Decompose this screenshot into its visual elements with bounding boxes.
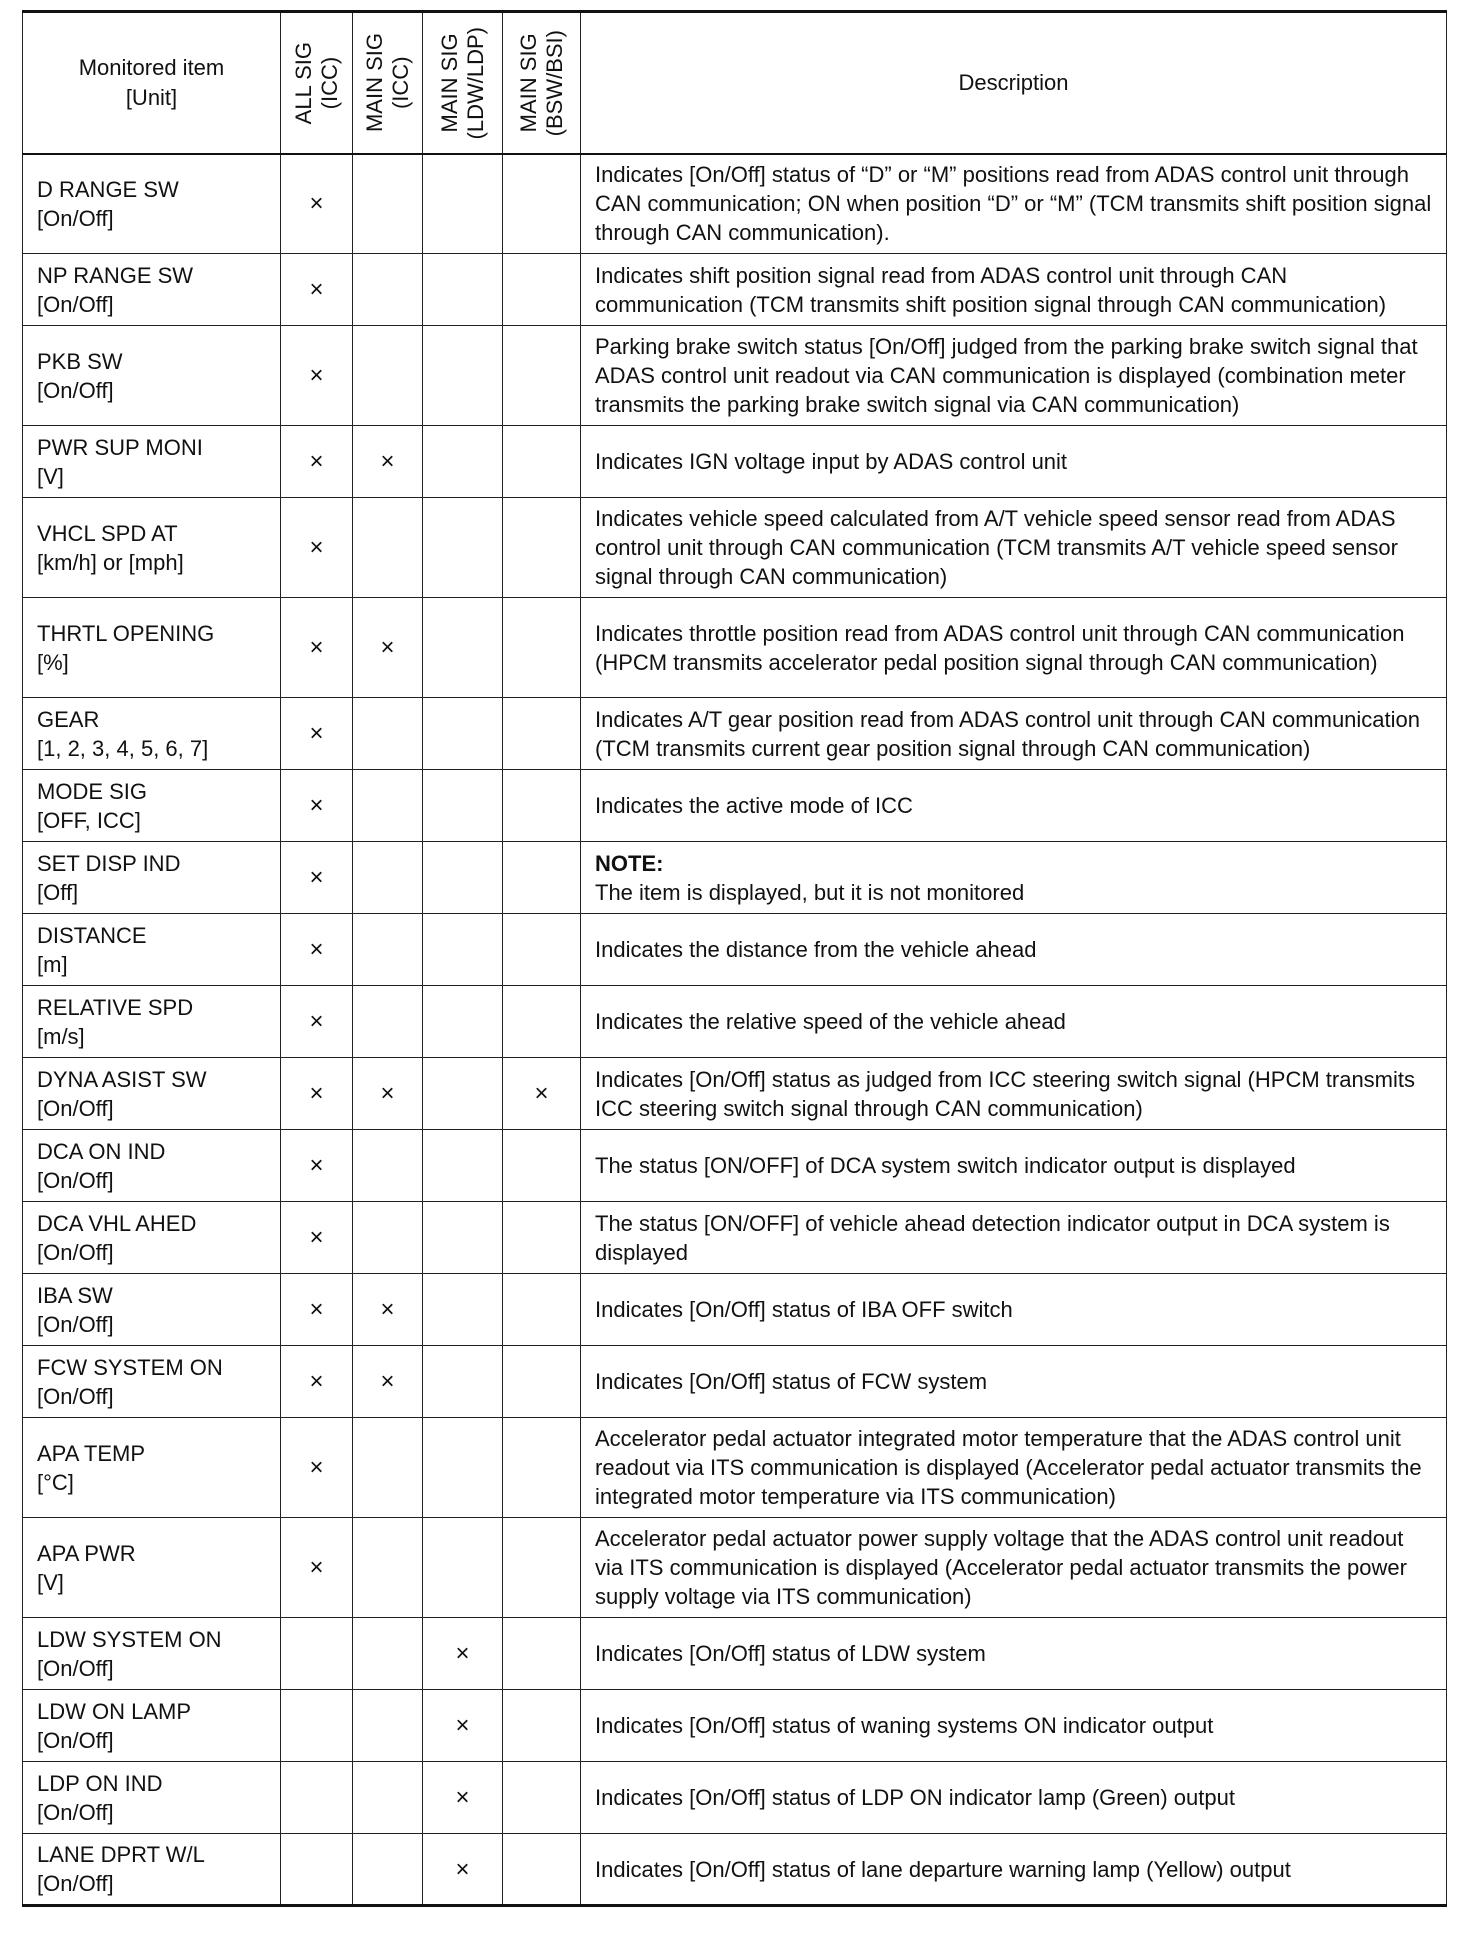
monitored-item-cell xyxy=(23,1274,281,1346)
description-cell: Indicates [On/Off] status of waning systems ON indicator output xyxy=(581,1690,1447,1762)
header-col-line1: ALL SIG xyxy=(290,41,316,124)
table-row xyxy=(23,1058,1447,1130)
item-unit: [On/Off] xyxy=(37,205,114,231)
item-unit: [On/Off] xyxy=(37,1871,114,1896)
table-row xyxy=(23,1418,1447,1518)
table-row xyxy=(23,1518,1447,1618)
mark-main-sig-ldw-ldp xyxy=(423,1130,503,1202)
table-row xyxy=(23,1762,1447,1834)
item-unit: [m] xyxy=(37,951,68,977)
table-row xyxy=(23,914,1447,986)
item-unit: [Off] xyxy=(37,879,79,905)
description-cell: Indicates [On/Off] status of “D” or “M” positions read from ADAS control unit through CAN communication; ON when position “D” or “M” (TCM transmits shift position signal through CAN communication). xyxy=(581,154,1447,254)
mark-all-sig-icc: × xyxy=(281,1518,353,1618)
mark-main-sig-bsw-bsi xyxy=(503,986,581,1058)
item-name: GEAR xyxy=(37,706,100,732)
table-row xyxy=(23,698,1447,770)
mark-main-sig-bsw-bsi xyxy=(503,1274,581,1346)
mark-main-sig-icc xyxy=(353,154,423,254)
mark-main-sig-bsw-bsi xyxy=(503,1418,581,1518)
description-cell: Indicates A/T gear position read from ADAS control unit through CAN communication (TCM transmits current gear position signal through CAN communication) xyxy=(581,698,1447,770)
monitored-item-cell xyxy=(23,842,281,914)
mark-main-sig-icc xyxy=(353,1618,423,1690)
monitored-item-cell xyxy=(23,914,281,986)
item-unit: [On/Off] xyxy=(37,1167,114,1193)
mark-all-sig-icc: × xyxy=(281,1274,353,1346)
mark-all-sig-icc: × xyxy=(281,986,353,1058)
mark-main-sig-icc xyxy=(353,914,423,986)
mark-main-sig-bsw-bsi xyxy=(503,254,581,326)
header-unit-label: [Unit] xyxy=(125,84,178,110)
mark-main-sig-bsw-bsi xyxy=(503,426,581,498)
description-cell: The status [ON/OFF] of DCA system switch indicator output is displayed xyxy=(581,1130,1447,1202)
mark-main-sig-bsw-bsi xyxy=(503,842,581,914)
monitored-item-cell xyxy=(23,698,281,770)
monitored-item-cell xyxy=(23,1202,281,1274)
table-row xyxy=(23,1130,1447,1202)
mark-main-sig-icc xyxy=(353,1690,423,1762)
mark-main-sig-icc xyxy=(353,1518,423,1618)
mark-all-sig-icc: × xyxy=(281,1058,353,1130)
mark-main-sig-icc xyxy=(353,1130,423,1202)
header-col-line1: MAIN SIG xyxy=(515,33,541,133)
table-row xyxy=(23,598,1447,698)
monitored-item-cell xyxy=(23,254,281,326)
header-col-line2: (ICC) xyxy=(387,56,413,110)
item-unit: [On/Off] xyxy=(37,1727,114,1753)
item-unit: [V] xyxy=(37,463,64,489)
mark-main-sig-bsw-bsi xyxy=(503,326,581,426)
mark-main-sig-bsw-bsi xyxy=(503,1202,581,1274)
mark-main-sig-bsw-bsi xyxy=(503,1762,581,1834)
description-cell: Indicates the distance from the vehicle ahead xyxy=(581,914,1447,986)
item-unit: [1, 2, 3, 4, 5, 6, 7] xyxy=(37,735,209,761)
description-cell: Indicates [On/Off] status of IBA OFF switch xyxy=(581,1274,1447,1346)
table-row xyxy=(23,842,1447,914)
monitored-item-cell xyxy=(23,1418,281,1518)
mark-all-sig-icc xyxy=(281,1618,353,1690)
mark-all-sig-icc: × xyxy=(281,598,353,698)
mark-all-sig-icc: × xyxy=(281,154,353,254)
item-unit: [°C] xyxy=(37,1469,74,1495)
item-name: APA TEMP xyxy=(37,1440,146,1466)
mark-main-sig-icc: × xyxy=(353,1346,423,1418)
header-main-sig-bsw-bsi xyxy=(503,12,581,154)
description-cell: Indicates throttle position read from ADAS control unit through CAN communication (HPCM transmits accelerator pedal position signal through CAN communication) xyxy=(581,598,1447,698)
mark-main-sig-bsw-bsi xyxy=(503,1618,581,1690)
description-cell: Accelerator pedal actuator integrated motor temperature that the ADAS control unit readout via ITS communication is displayed (Accelerator pedal actuator transmits the integrated motor temperature via ITS communication) xyxy=(581,1418,1447,1518)
table-row xyxy=(23,1202,1447,1274)
mark-main-sig-bsw-bsi xyxy=(503,498,581,598)
header-item-label: Monitored item xyxy=(78,54,225,80)
mark-main-sig-ldw-ldp: × xyxy=(423,1690,503,1762)
mark-main-sig-bsw-bsi xyxy=(503,1690,581,1762)
mark-main-sig-ldw-ldp xyxy=(423,326,503,426)
monitored-item-cell xyxy=(23,426,281,498)
mark-all-sig-icc xyxy=(281,1690,353,1762)
item-unit: [On/Off] xyxy=(37,1311,114,1337)
mark-all-sig-icc: × xyxy=(281,254,353,326)
mark-main-sig-ldw-ldp xyxy=(423,254,503,326)
description-cell: The status [ON/OFF] of vehicle ahead detection indicator output in DCA system is displayed xyxy=(581,1202,1447,1274)
mark-main-sig-bsw-bsi xyxy=(503,770,581,842)
table-row xyxy=(23,1274,1447,1346)
description-cell xyxy=(581,842,1447,914)
monitored-item-cell xyxy=(23,1618,281,1690)
mark-all-sig-icc: × xyxy=(281,698,353,770)
item-name: NP RANGE SW xyxy=(37,262,194,288)
mark-main-sig-ldw-ldp xyxy=(423,986,503,1058)
table-row xyxy=(23,1834,1447,1906)
item-unit: [m/s] xyxy=(37,1023,85,1049)
mark-main-sig-ldw-ldp xyxy=(423,914,503,986)
mark-main-sig-ldw-ldp xyxy=(423,1518,503,1618)
mark-main-sig-bsw-bsi xyxy=(503,914,581,986)
mark-main-sig-icc xyxy=(353,254,423,326)
header-all-sig-icc xyxy=(281,12,353,154)
item-unit: [OFF, ICC] xyxy=(37,807,141,833)
item-name: D RANGE SW xyxy=(37,176,179,202)
mark-main-sig-bsw-bsi: × xyxy=(503,1058,581,1130)
monitored-item-cell xyxy=(23,1518,281,1618)
mark-main-sig-bsw-bsi xyxy=(503,1346,581,1418)
mark-main-sig-icc xyxy=(353,1762,423,1834)
item-name: DCA VHL AHED xyxy=(37,1210,197,1236)
mark-all-sig-icc: × xyxy=(281,914,353,986)
item-unit: [On/Off] xyxy=(37,1655,114,1681)
mark-main-sig-icc: × xyxy=(353,1058,423,1130)
item-name: MODE SIG xyxy=(37,778,148,804)
mark-main-sig-bsw-bsi xyxy=(503,154,581,254)
description-cell: Indicates shift position signal read from ADAS control unit through CAN communication (TCM transmits shift position signal through CAN communication) xyxy=(581,254,1447,326)
table-row xyxy=(23,1690,1447,1762)
mark-main-sig-ldw-ldp: × xyxy=(423,1618,503,1690)
table-row xyxy=(23,770,1447,842)
header-row xyxy=(23,12,1447,154)
mark-main-sig-bsw-bsi xyxy=(503,1834,581,1906)
mark-main-sig-icc xyxy=(353,498,423,598)
monitored-item-cell xyxy=(23,1058,281,1130)
mark-all-sig-icc: × xyxy=(281,326,353,426)
note-label: NOTE: xyxy=(595,850,664,876)
item-unit: [%] xyxy=(37,649,69,675)
table-row xyxy=(23,426,1447,498)
header-col-line1: MAIN SIG xyxy=(436,33,462,133)
header-main-sig-icc xyxy=(353,12,423,154)
mark-main-sig-icc xyxy=(353,770,423,842)
table-row xyxy=(23,1346,1447,1418)
mark-main-sig-ldw-ldp xyxy=(423,598,503,698)
item-unit: [On/Off] xyxy=(37,1239,114,1265)
description-cell: Indicates [On/Off] status as judged from ICC steering switch signal (HPCM transmits ICC steering switch signal through CAN communication) xyxy=(581,1058,1447,1130)
monitored-item-cell xyxy=(23,498,281,598)
description-cell: Indicates [On/Off] status of lane departure warning lamp (Yellow) output xyxy=(581,1834,1447,1906)
table-row xyxy=(23,498,1447,598)
monitored-item-cell xyxy=(23,1690,281,1762)
mark-all-sig-icc: × xyxy=(281,1202,353,1274)
description-cell: Parking brake switch status [On/Off] judged from the parking brake switch signal that ADAS control unit readout via CAN communication is displayed (combination meter transmits the parking brake switch signal via CAN communication) xyxy=(581,326,1447,426)
description-cell: Accelerator pedal actuator power supply voltage that the ADAS control unit readout via ITS communication is displayed (Accelerator pedal actuator transmits the power supply voltage via ITS communication) xyxy=(581,1518,1447,1618)
item-name: RELATIVE SPD xyxy=(37,994,194,1020)
monitored-item-cell xyxy=(23,1834,281,1906)
item-name: DYNA ASIST SW xyxy=(37,1066,207,1092)
mark-main-sig-ldw-ldp xyxy=(423,1346,503,1418)
mark-main-sig-ldw-ldp xyxy=(423,842,503,914)
header-col-line2: (LDW/LDP) xyxy=(462,26,488,139)
mark-main-sig-ldw-ldp xyxy=(423,1058,503,1130)
item-unit: [On/Off] xyxy=(37,1799,114,1825)
monitored-item-cell xyxy=(23,770,281,842)
mark-all-sig-icc: × xyxy=(281,1130,353,1202)
description-cell: Indicates [On/Off] status of LDP ON indicator lamp (Green) output xyxy=(581,1762,1447,1834)
item-unit: [On/Off] xyxy=(37,1383,114,1409)
mark-main-sig-ldw-ldp xyxy=(423,498,503,598)
monitored-item-cell xyxy=(23,326,281,426)
mark-main-sig-bsw-bsi xyxy=(503,1518,581,1618)
mark-main-sig-bsw-bsi xyxy=(503,698,581,770)
header-col-line2: (BSW/BSI) xyxy=(541,29,567,136)
item-unit: [On/Off] xyxy=(37,1095,114,1121)
mark-main-sig-bsw-bsi xyxy=(503,598,581,698)
description-cell: Indicates the relative speed of the vehicle ahead xyxy=(581,986,1447,1058)
mark-main-sig-icc: × xyxy=(353,426,423,498)
description-cell: Indicates the active mode of ICC xyxy=(581,770,1447,842)
mark-all-sig-icc: × xyxy=(281,498,353,598)
item-name: DISTANCE xyxy=(37,922,147,948)
mark-main-sig-ldw-ldp xyxy=(423,770,503,842)
table-row xyxy=(23,254,1447,326)
monitored-item-cell xyxy=(23,1762,281,1834)
item-name: APA PWR xyxy=(37,1540,136,1566)
mark-main-sig-icc xyxy=(353,1834,423,1906)
item-name: SET DISP IND xyxy=(37,850,181,876)
mark-main-sig-icc xyxy=(353,698,423,770)
monitored-item-cell xyxy=(23,1346,281,1418)
description-cell: Indicates [On/Off] status of FCW system xyxy=(581,1346,1447,1418)
monitored-item-cell xyxy=(23,1130,281,1202)
mark-main-sig-icc xyxy=(353,842,423,914)
note-text: The item is displayed, but it is not monitored xyxy=(595,879,1025,905)
monitored-item-cell xyxy=(23,598,281,698)
mark-all-sig-icc: × xyxy=(281,426,353,498)
header-col-line2: (ICC) xyxy=(316,56,342,110)
item-name: LDW ON LAMP xyxy=(37,1698,192,1724)
mark-main-sig-ldw-ldp: × xyxy=(423,1834,503,1906)
item-name: LANE DPRT W/L xyxy=(37,1842,205,1867)
mark-main-sig-ldw-ldp xyxy=(423,1202,503,1274)
mark-main-sig-ldw-ldp xyxy=(423,1274,503,1346)
monitor-item-page xyxy=(22,10,1446,1907)
item-unit: [On/Off] xyxy=(37,291,114,317)
mark-main-sig-icc xyxy=(353,1418,423,1518)
mark-main-sig-ldw-ldp xyxy=(423,426,503,498)
mark-all-sig-icc: × xyxy=(281,770,353,842)
item-name: THRTL OPENING xyxy=(37,620,215,646)
table-row xyxy=(23,1618,1447,1690)
mark-all-sig-icc: × xyxy=(281,842,353,914)
mark-all-sig-icc: × xyxy=(281,1418,353,1518)
item-unit: [km/h] or [mph] xyxy=(37,549,184,575)
mark-main-sig-ldw-ldp xyxy=(423,154,503,254)
item-name: DCA ON IND xyxy=(37,1138,166,1164)
mark-main-sig-ldw-ldp xyxy=(423,698,503,770)
header-col-line1: MAIN SIG xyxy=(361,33,387,133)
header-main-sig-ldw-ldp xyxy=(423,12,503,154)
item-name: PWR SUP MONI xyxy=(37,434,203,460)
description-cell: Indicates IGN voltage input by ADAS control unit xyxy=(581,426,1447,498)
table-row xyxy=(23,154,1447,254)
mark-main-sig-icc xyxy=(353,986,423,1058)
mark-main-sig-ldw-ldp xyxy=(423,1418,503,1518)
mark-main-sig-icc xyxy=(353,326,423,426)
table-row xyxy=(23,986,1447,1058)
item-name: VHCL SPD AT xyxy=(37,520,178,546)
mark-main-sig-icc: × xyxy=(353,1274,423,1346)
mark-main-sig-ldw-ldp: × xyxy=(423,1762,503,1834)
header-description: Description xyxy=(581,12,1447,154)
monitored-item-cell xyxy=(23,986,281,1058)
header-monitored-item xyxy=(23,12,281,154)
monitored-item-cell xyxy=(23,154,281,254)
table-row xyxy=(23,326,1447,426)
item-name: IBA SW xyxy=(37,1282,113,1308)
mark-main-sig-icc xyxy=(353,1202,423,1274)
mark-main-sig-icc: × xyxy=(353,598,423,698)
item-name: LDP ON IND xyxy=(37,1770,163,1796)
item-name: FCW SYSTEM ON xyxy=(37,1354,223,1380)
description-cell: Indicates [On/Off] status of LDW system xyxy=(581,1618,1447,1690)
item-name: LDW SYSTEM ON xyxy=(37,1626,222,1652)
mark-all-sig-icc: × xyxy=(281,1346,353,1418)
mark-main-sig-bsw-bsi xyxy=(503,1130,581,1202)
mark-all-sig-icc xyxy=(281,1834,353,1906)
item-name: PKB SW xyxy=(37,348,123,374)
description-cell: Indicates vehicle speed calculated from A/T vehicle speed sensor read from ADAS control unit through CAN communication (TCM transmits A/T vehicle speed sensor signal through CAN communication) xyxy=(581,498,1447,598)
item-unit: [On/Off] xyxy=(37,377,114,403)
mark-all-sig-icc xyxy=(281,1762,353,1834)
monitor-item-table xyxy=(22,10,1447,1907)
item-unit: [V] xyxy=(37,1569,64,1595)
